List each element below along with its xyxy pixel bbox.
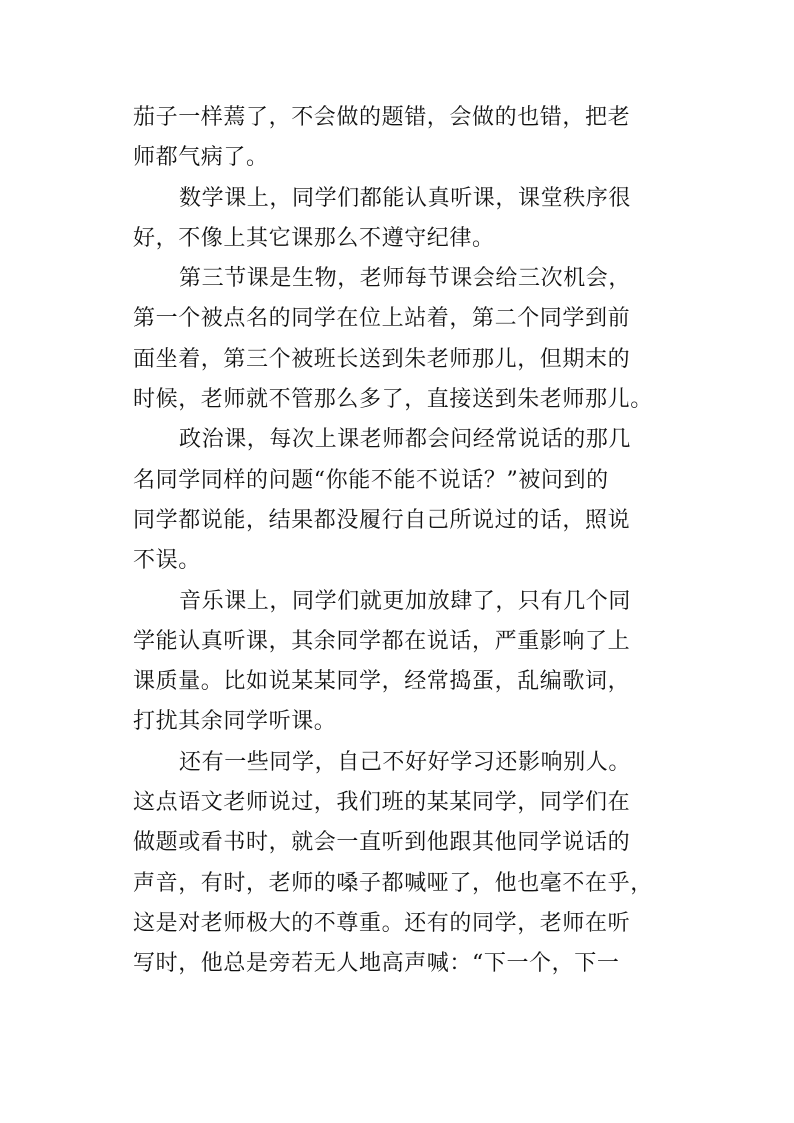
text-line: 时候，老师就不管那么多了，直接送到朱老师那儿。 (133, 387, 653, 413)
text-line: 第一个被点名的同学在位上站着，第二个同学到前 (133, 306, 631, 332)
text-line: 写时，他总是旁若无人地高声喊：“下一个，下一 (133, 951, 620, 977)
paragraph-start-line: 还有一些同学，自己不好好学习还影响别人。 (179, 749, 632, 775)
text-line: 这是对老师极大的不尊重。还有的同学，老师在听 (133, 910, 631, 936)
text-line: 面坐着，第三个被班长送到朱老师那儿，但期末的 (133, 346, 631, 372)
body-text (133, 98, 663, 985)
text-line: 茄子一样蔫了，不会做的题错，会做的也错，把老 (133, 105, 631, 130)
text-line: 打扰其余同学听课。 (133, 709, 337, 735)
paragraph-start-line: 政治课，每次上课老师都会问经常说话的那几 (179, 427, 632, 453)
paragraph-start-line: 第三节课是生物，老师每节课会给三次机会， (179, 266, 632, 292)
text-line: 好，不像上其它课那么不遵守纪律。 (133, 225, 495, 251)
paragraph-start-line: 音乐课上，同学们就更加放肆了，只有几个同 (179, 588, 632, 614)
text-line: 这点语文老师说过，我们班的某某同学，同学们在 (133, 790, 631, 816)
text-line: 声音，有时，老师的嗓子都喊哑了，他也毫不在乎， (133, 870, 653, 896)
text-line: 不误。 (133, 548, 201, 574)
paragraph-start-line: 数学课上，同学们都能认真听课，课堂秩序很 (179, 185, 632, 211)
text-line: 学能认真听课，其余同学都在说话，严重影响了上 (133, 628, 631, 654)
text-line: 名同学同样的问题“你能不能不说话？”被问到的 (133, 467, 609, 493)
text-line: 课质量。比如说某某同学，经常捣蛋，乱编歌词， (133, 669, 631, 695)
text-line: 同学都说能，结果都没履行自己所说过的话，照说 (133, 507, 631, 533)
text-line: 做题或看书时，就会一直听到他跟其他同学说话的 (133, 830, 631, 856)
text-line: 师都气病了。 (133, 145, 269, 171)
